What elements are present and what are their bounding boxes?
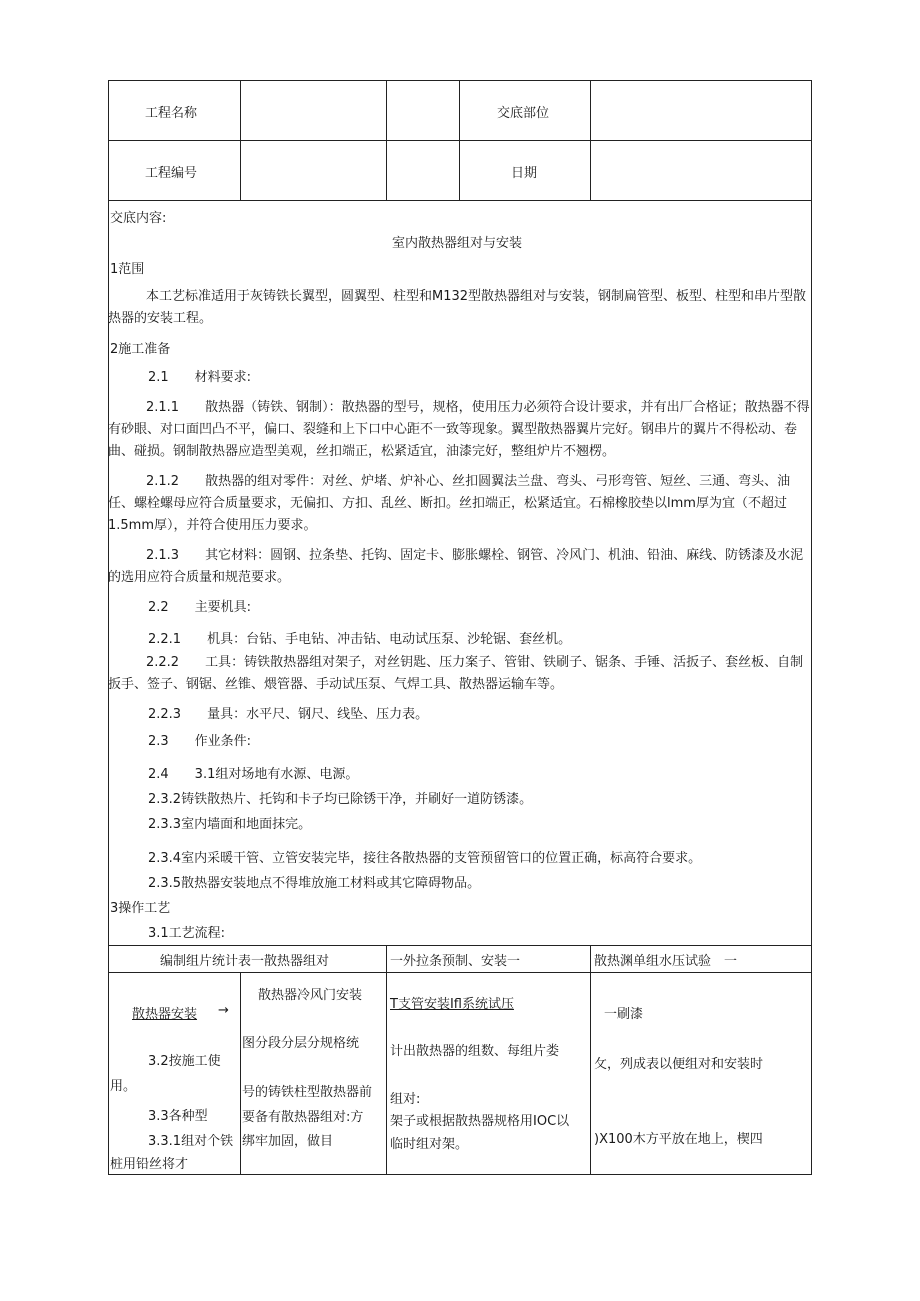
cell-text: 3.3各种型 <box>148 1109 208 1124</box>
flow-step: 散热渊单组水压试验 一 <box>594 954 738 969</box>
flow-col-divider <box>386 945 387 1175</box>
cell-text: 组对: <box>390 1092 421 1107</box>
cell-text: 桩用铅丝将才 <box>110 1157 189 1172</box>
flow-col-divider <box>240 972 241 1175</box>
list-item: 2.3.2铸铁散热片、托钩和卡子均已除锈干净，并刷好一道防锈漆。 <box>148 792 533 807</box>
list-item: 2.3.4室内采暖干管、立管安装完毕，接往各散热器的支管预留管口的位置正确，标高符合要求。 <box>148 851 702 866</box>
cell-text: 攵，列成表以便组对和安装时 <box>594 1057 764 1072</box>
cell-text: 计出散热器的组数、每组片娄 <box>390 1044 560 1059</box>
section-heading: 3操作工艺 <box>110 901 171 916</box>
handover-part-label: 交底部位 <box>497 106 550 121</box>
list-item: 2.3.5散热器安装地点不得堆放施工材料或其它障碍物品。 <box>148 876 481 891</box>
table-border-left <box>108 80 109 1175</box>
subsection-heading: 3.1工艺流程: <box>148 926 226 941</box>
project-no-label: 工程编号 <box>145 166 198 181</box>
header-col-divider <box>459 80 460 201</box>
arrow-icon: → <box>218 1003 229 1018</box>
table-border-right <box>811 80 812 1175</box>
paragraph: 本工艺标准适用于灰铸铁长翼型，圆翼型、柱型和M132型散热器组对与安装，钢制扁管型、板型、柱型和串片型散热器的安装工程。 <box>108 289 807 326</box>
flow-table-divider <box>108 972 812 973</box>
list-item: 2.2.3 量具：水平尺、钢尺、线坠、压力表。 <box>148 707 429 722</box>
subsection-heading: 2.3 作业条件: <box>148 734 252 749</box>
date-label: 日期 <box>511 166 538 181</box>
cell-text: 图分段分层分规格统 <box>242 1036 360 1051</box>
cell-text: )X100木方平放在地上，楔四 <box>594 1132 763 1147</box>
list-item: 2.4 3.1组对场地有水源、电源。 <box>148 767 359 782</box>
flow-step: 散热器冷风门安装 <box>258 988 363 1003</box>
section-heading: 1范围 <box>110 262 145 277</box>
subsection-heading: 2.1 材料要求: <box>148 370 252 385</box>
paragraph: 2.1.1 散热器（铸铁、钢制）：散热器的型号，规格，使用压力必须符合设计要求，并有出厂合格证；散热器不得有砂眼、对口面凹凸不平，偏口、裂缝和上下口中心距不一致等现象。翼型散热器翼片完好。钢串片的翼片不得松动、卷曲、碰损。钢制散热器应造型美观，丝扣端正，松紧适宜，油漆完好，整组炉片不翘楞。 <box>108 400 810 459</box>
cell-text: 3.3.1组对个铁 <box>148 1134 234 1149</box>
project-name-label: 工程名称 <box>145 106 198 121</box>
cell-text: 号的铸铁柱型散热器前 <box>242 1085 373 1100</box>
flow-step: 散热器安装 <box>132 1007 198 1022</box>
table-border-top <box>108 80 812 81</box>
cell-text: 3.2按施工使 <box>148 1054 221 1069</box>
paragraph: 2.2.2 工具：铸铁散热器组对架子，对丝钥匙、压力案子、管钳、铁刷子、锯条、手锤、活扳子、套丝板、自制扳手、签子、钢锯、丝锥、煨管器、手动试压泵、气焊工具、散热器运输车等。 <box>108 655 804 692</box>
content-label: 交底内容: <box>110 211 167 226</box>
subsection-heading: 2.2 主要机具: <box>148 600 252 615</box>
flow-table-top <box>108 945 812 946</box>
header-col-divider <box>590 80 591 201</box>
cell-text: 架子或根据散热器规格用IOC以 <box>390 1114 570 1129</box>
paragraph: 2.1.3 其它材料：圆钢、拉条垫、托钩、固定卡、膨胀螺栓、钢管、冷风门、机油、铅油、麻线、防锈漆及水泥的选用应符合质量和规范要求。 <box>108 548 804 585</box>
section-heading: 2施工准备 <box>110 342 171 357</box>
paragraph: 2.1.2 散热器的组对零件：对丝、炉堵、炉补心、丝扣圆翼法兰盘、弯头、弓形弯管、短丝、三通、弯头、油任、螺栓螺母应符合质量要求，无偏扣、方扣、乱丝、断扣。丝扣端正，松紧适宜。石棉橡胶垫以lmm厚为宜（不超过1.5mm厚），并符合使用压力要求。 <box>108 474 791 533</box>
flow-step: 一刷漆 <box>604 1007 644 1022</box>
flow-step: 一外拉条预制、安装一 <box>390 954 521 969</box>
cell-text: 绑牢加固，做目 <box>242 1134 334 1149</box>
cell-text: 临时组对架。 <box>390 1137 469 1152</box>
header-col-divider <box>386 80 387 201</box>
header-col-divider <box>240 80 241 201</box>
cell-text: 用。 <box>110 1079 137 1094</box>
list-item: 2.2.1 机具：台钻、手电钻、冲击钻、电动试压泵、沙轮锯、套丝机。 <box>148 632 572 647</box>
table-row-divider <box>108 140 812 141</box>
cell-text: 要备有散热器组对:方 <box>242 1110 364 1125</box>
table-row-divider <box>108 200 812 201</box>
flow-step: 编制组片统计表一散热器组对 <box>160 954 330 969</box>
document-title: 室内散热器组对与安装 <box>392 236 523 251</box>
flow-col-divider <box>590 945 591 1175</box>
flow-step: T支管安装Ifl系统试压 <box>390 997 514 1012</box>
list-item: 2.3.3室内墙面和地面抹完。 <box>148 817 312 832</box>
table-border-bottom <box>108 1174 812 1175</box>
